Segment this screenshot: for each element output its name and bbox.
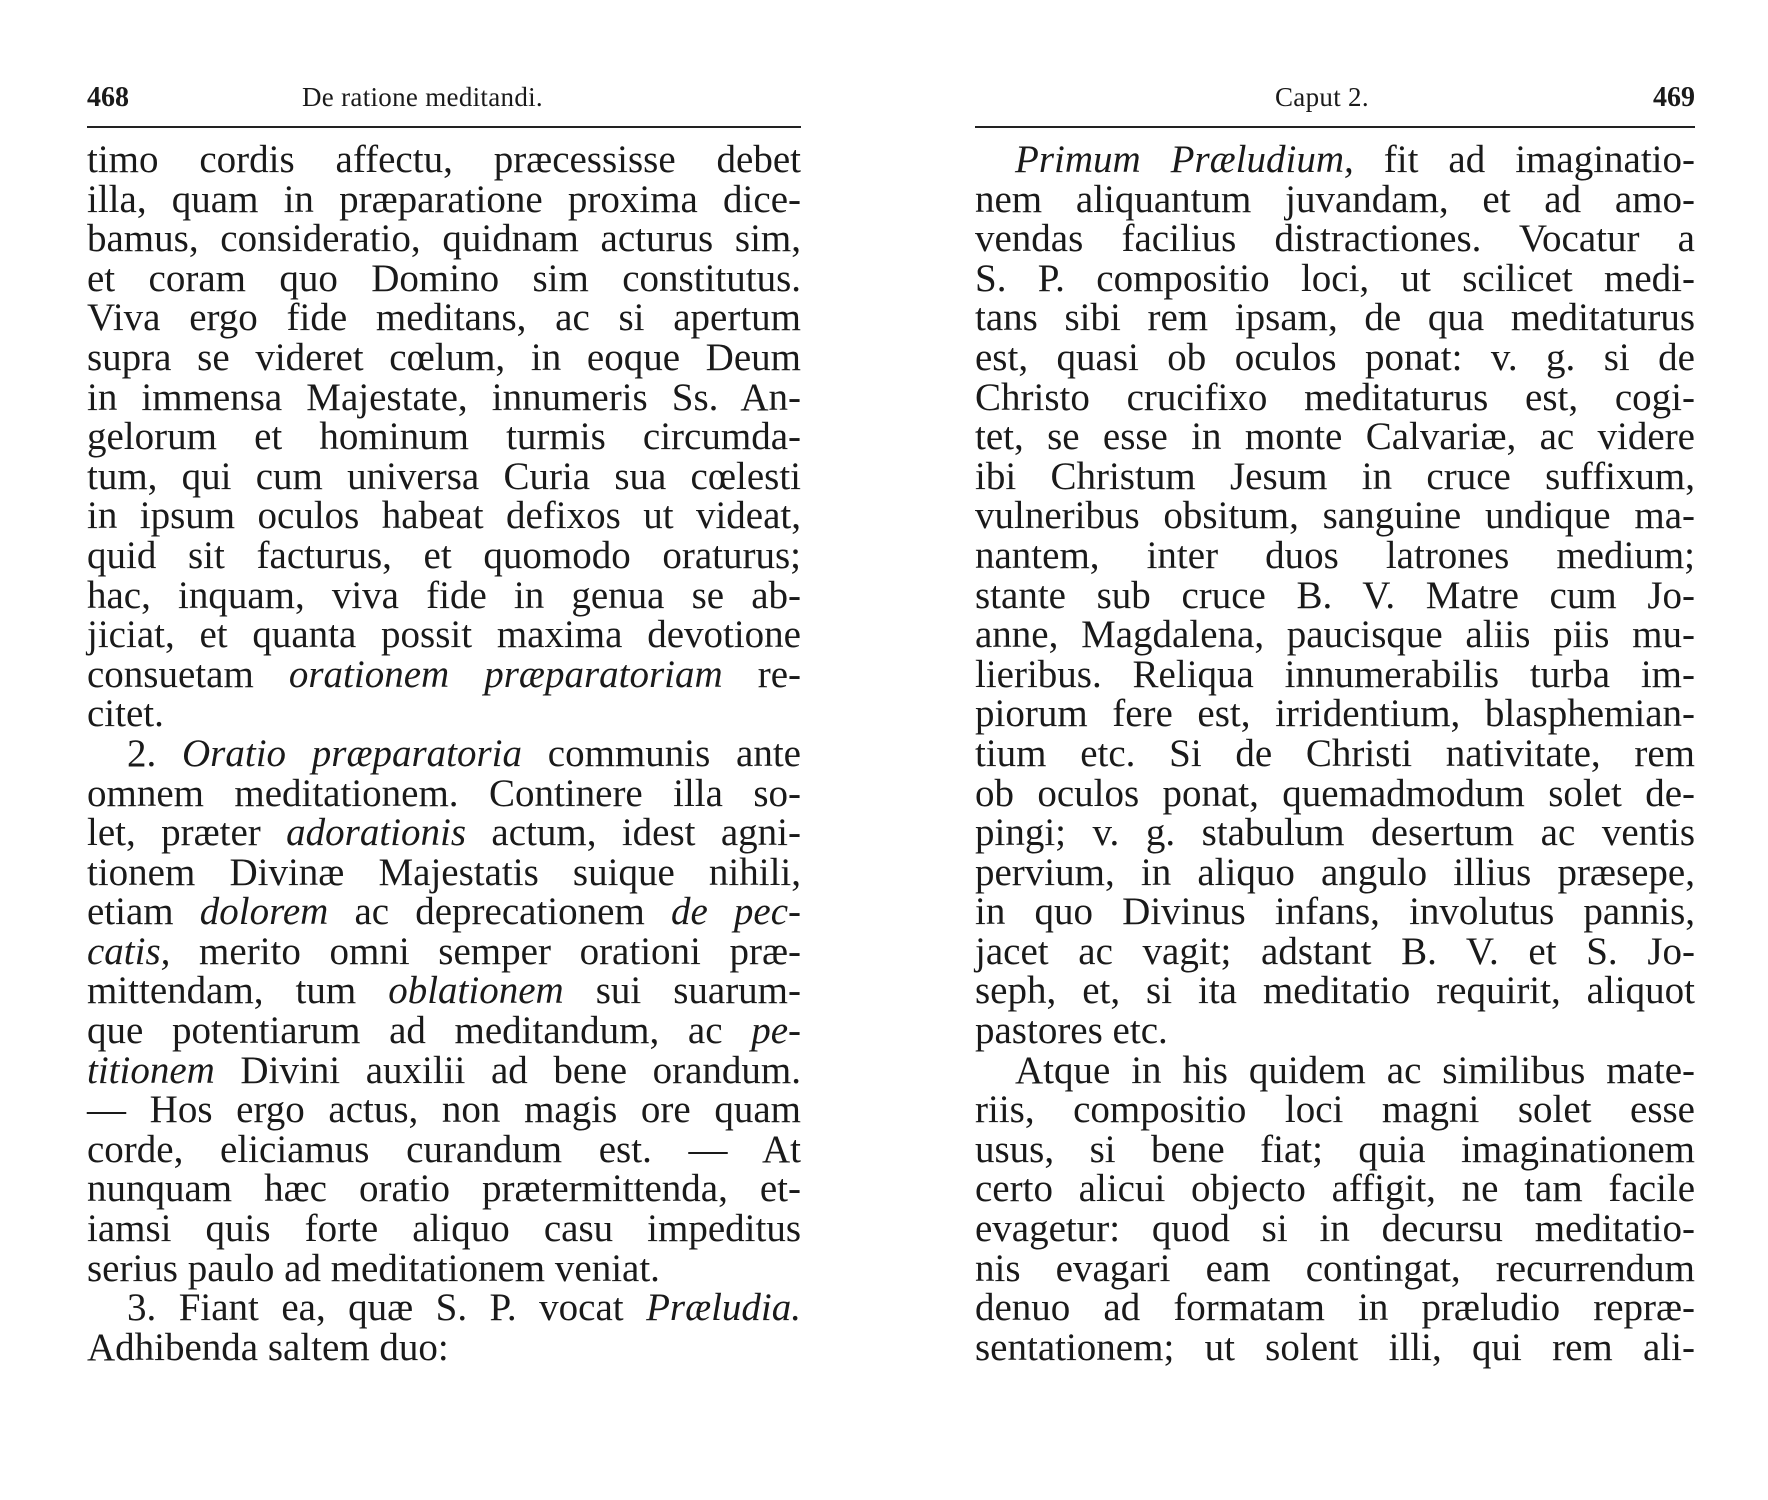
text-run: anne, Magdalena, paucisque aliis piis mu- (975, 613, 1695, 657)
text-line (87, 177, 801, 221)
text-run: jacet ac vagit; adstant B. V. et S. Jo- (975, 929, 1695, 973)
text-line (87, 298, 801, 338)
text-line (975, 1169, 1695, 1209)
text-line (87, 417, 801, 457)
text-run: Divini auxilii ad bene orandum. (214, 1048, 801, 1092)
text-run: iamsi quis forte aliquo casu impeditus (87, 1207, 801, 1251)
italic-phrase: de pec- (670, 890, 801, 934)
text-line (87, 375, 801, 419)
text-line (975, 417, 1695, 457)
text-line (87, 496, 801, 536)
italic-phrase: Præludia. (646, 1286, 801, 1330)
text-run: que potentiarum ad meditandum, ac (87, 1009, 752, 1053)
text-run: pervium, in aliquo angulo illius præsepe, (975, 850, 1695, 894)
text-line (975, 694, 1695, 734)
text-run: S. P. compositio loci, ut scilicet medi- (975, 256, 1695, 300)
text-run: mittendam, tum (87, 969, 389, 1013)
text-run: tionem Divinæ Majestatis suique nihili, (87, 850, 801, 894)
italic-phrase: titionem (87, 1048, 215, 1092)
text-line (975, 892, 1695, 932)
text-run: timo cordis affectu, præcessisse debet (87, 138, 801, 181)
text-run: tium etc. Si de Christi nativitate, rem (975, 731, 1695, 775)
text-line (87, 892, 801, 932)
text-line (87, 1048, 801, 1092)
text-run: tum, qui cum universa Curia sua cœlesti (87, 454, 801, 498)
text-run: hac, inquam, viva fide in genua se ab- (87, 573, 801, 617)
text-run: Viva ergo fide meditans, ac si apertum (87, 296, 801, 340)
text-run: pastores etc. (975, 1009, 1168, 1053)
text-line (87, 731, 801, 775)
text-run: pingi; v. g. stabulum desertum ac ventis (975, 811, 1695, 855)
header-rule-right (975, 126, 1695, 128)
text-line (975, 1325, 1695, 1369)
italic-phrase: adorationis (286, 811, 467, 855)
text-run: evagetur: quod si in decursu meditatio- (975, 1207, 1695, 1251)
text-run: gelorum et hominum turmis circumda- (87, 415, 801, 459)
text-run: serius paulo ad meditationem veniat. (87, 1246, 660, 1290)
text-run: Adhibenda saltem duo: (87, 1325, 449, 1369)
right-page-body (975, 140, 1695, 1367)
text-line (87, 573, 801, 617)
text-line (975, 573, 1695, 617)
text-run: merito omni semper orationi præ- (170, 929, 801, 973)
text-run: actum, idest agni- (466, 811, 801, 855)
text-run: fit ad imaginatio- (1353, 138, 1695, 181)
text-line (87, 929, 801, 973)
text-line (975, 533, 1695, 577)
text-line (975, 615, 1695, 655)
text-run: est, quasi ob oculos ponat: v. g. si de (975, 335, 1695, 379)
text-run: nis evagari eam contingat, recurrendum (975, 1246, 1695, 1290)
text-run: vendas facilius distractiones. Vocatur a (975, 217, 1695, 261)
text-run: corde, eliciamus curandum est. — At (87, 1127, 801, 1171)
running-title-right: Caput 2. (1275, 82, 1369, 112)
text-line (87, 219, 801, 259)
text-line (975, 971, 1695, 1011)
text-run: in quo Divinus infans, involutus pannis, (975, 890, 1695, 934)
text-line (975, 256, 1695, 300)
text-run: citet. (87, 692, 164, 736)
text-run: lieribus. Reliqua innumerabilis turba im- (975, 652, 1695, 696)
text-line (975, 1090, 1695, 1130)
text-line (975, 335, 1695, 379)
italic-phrase: oblationem (388, 969, 564, 1013)
header-rule-left (87, 126, 801, 128)
text-line (975, 177, 1695, 221)
text-line (975, 652, 1695, 696)
text-line (975, 771, 1695, 815)
text-line (975, 140, 1695, 180)
text-run: ob oculos ponat, quemadmodum solet de- (975, 771, 1695, 815)
running-title-left: De ratione meditandi. (302, 82, 543, 112)
text-line (87, 335, 801, 379)
text-run: in immensa Majestate, innumeris Ss. An- (87, 375, 801, 419)
text-line (87, 694, 801, 734)
text-run: et coram quo Domino sim constitutus. (87, 256, 801, 300)
text-line (975, 929, 1695, 973)
text-line (87, 1011, 801, 1051)
text-line (87, 1246, 801, 1290)
text-line (87, 1209, 801, 1249)
text-run: denuo ad formatam in præludio repræ- (975, 1286, 1695, 1330)
text-run: 3. Fiant ea, quæ S. P. vocat (127, 1286, 647, 1330)
text-line (975, 1127, 1695, 1171)
text-run: tans sibi rem ipsam, de qua meditaturus (975, 296, 1695, 340)
text-line (975, 850, 1695, 894)
text-run: vulneribus obsitum, sanguine undique ma- (975, 494, 1695, 538)
text-run: 2. (127, 731, 183, 775)
text-line (87, 1127, 801, 1171)
text-run: sui suarum- (563, 969, 802, 1013)
italic-phrase: Primum Præludium, (1015, 138, 1354, 181)
text-run: supra se videret cœlum, in eoque Deum (87, 335, 801, 379)
text-run: consuetam (87, 652, 289, 696)
text-run: Atque in his quidem ac similibus mate- (1015, 1048, 1695, 1092)
text-run: riis, compositio loci magni solet esse (975, 1088, 1695, 1132)
text-line (87, 533, 801, 577)
text-line (975, 813, 1695, 853)
page-number-right: 469 (1653, 82, 1695, 113)
text-line (87, 771, 801, 815)
text-run: re- (722, 652, 801, 696)
text-run: nunquam hæc oratio prætermittenda, et- (87, 1167, 801, 1211)
text-run: stante sub cruce B. V. Matre cum Jo- (975, 573, 1695, 617)
text-run: let, præter (87, 811, 287, 855)
text-line (975, 731, 1695, 775)
text-run: illa, quam in præparatione proxima dice- (87, 177, 801, 221)
text-line (87, 850, 801, 894)
text-run: sentationem; ut solent illi, qui rem ali- (975, 1325, 1695, 1369)
text-line (87, 256, 801, 300)
text-run: nantem, inter duos latrones medium; (975, 533, 1695, 577)
text-run: nem aliquantum juvandam, et ad amo- (975, 177, 1695, 221)
italic-phrase: dolorem (199, 890, 329, 934)
text-line (87, 652, 801, 696)
italic-phrase: Oratio præparatoria (182, 731, 523, 775)
text-line (975, 1209, 1695, 1249)
text-run: — Hos ergo actus, non magis ore quam (87, 1088, 801, 1132)
text-line (87, 813, 801, 853)
text-line (87, 140, 801, 180)
text-run: quid sit facturus, et quomodo oraturus; (87, 533, 801, 577)
text-run: usus, si bene fiat; quia imaginationem (975, 1127, 1695, 1171)
text-run: tet, se esse in monte Calvariæ, ac videre (975, 415, 1695, 459)
text-line (975, 1288, 1695, 1328)
text-line (975, 1246, 1695, 1290)
page-number-left: 468 (87, 82, 129, 113)
text-run: ibi Christum Jesum in cruce suffixum, (975, 454, 1695, 498)
text-line (975, 219, 1695, 259)
text-line (975, 298, 1695, 338)
text-line (87, 1325, 801, 1369)
text-run: communis ante (522, 731, 801, 775)
text-line (87, 1288, 801, 1328)
left-page-body (87, 140, 801, 1367)
italic-phrase: orationem præparatoriam (288, 652, 723, 696)
text-run: jiciat, et quanta possit maxima devotione (87, 613, 801, 657)
text-line (87, 1090, 801, 1130)
text-line (87, 615, 801, 655)
text-line (975, 1048, 1695, 1092)
running-head-left (87, 82, 801, 122)
text-line (975, 496, 1695, 536)
text-run: ac deprecationem (328, 890, 671, 934)
text-run: bamus, consideratio, quidnam acturus sim, (87, 217, 801, 261)
text-run: in ipsum oculos habeat defixos ut videat, (87, 494, 801, 538)
text-line (975, 1011, 1695, 1051)
text-run: certo alicui objecto affigit, ne tam facile (975, 1167, 1695, 1211)
text-run: omnem meditationem. Continere illa so- (87, 771, 801, 815)
text-line (87, 971, 801, 1011)
text-run: piorum fere est, irridentium, blasphemian- (975, 692, 1695, 736)
text-run: seph, et, si ita meditatio requirit, aliquot (975, 969, 1695, 1013)
text-run: Christo crucifixo meditaturus est, cogi- (975, 375, 1695, 419)
text-line (87, 454, 801, 498)
italic-phrase: catis, (87, 929, 171, 973)
text-line (975, 375, 1695, 419)
text-line (975, 454, 1695, 498)
italic-phrase: pe- (751, 1009, 801, 1053)
text-run: etiam (87, 890, 200, 934)
text-line (87, 1169, 801, 1209)
running-head-right (975, 82, 1695, 122)
